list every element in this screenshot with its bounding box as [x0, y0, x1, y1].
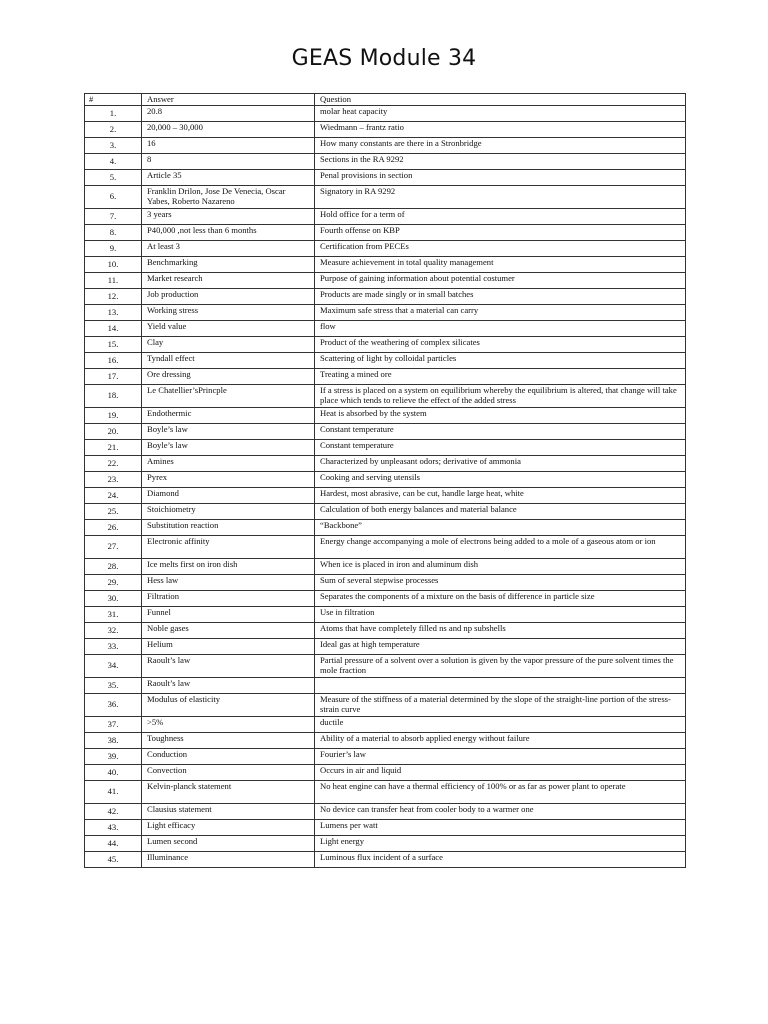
answer-question-table — [84, 93, 686, 868]
question-cell: Calculation of both energy balances and material balance — [315, 503, 686, 519]
table-row — [85, 535, 686, 558]
table-row — [85, 224, 686, 240]
question-cell: Constant temperature — [315, 423, 686, 439]
row-number: 9. — [85, 240, 142, 256]
answer-cell: 8 — [142, 153, 315, 169]
row-number: 17. — [85, 368, 142, 384]
answer-cell: Le Chatellier’sPrincple — [142, 384, 315, 407]
table-row — [85, 764, 686, 780]
answer-cell: Stoichiometry — [142, 503, 315, 519]
table-row — [85, 487, 686, 503]
table-row — [85, 185, 686, 208]
column-header-question: Question — [315, 94, 686, 106]
answer-cell: Amines — [142, 455, 315, 471]
answer-cell: Electronic affinity — [142, 535, 315, 558]
question-cell: Characterized by unpleasant odors; derivative of ammonia — [315, 455, 686, 471]
answer-cell: Raoult’s law — [142, 677, 315, 693]
row-number: 36. — [85, 693, 142, 716]
answer-cell: Substitution reaction — [142, 519, 315, 535]
row-number: 45. — [85, 851, 142, 867]
table-row — [85, 851, 686, 867]
answer-cell: At least 3 — [142, 240, 315, 256]
row-number: 10. — [85, 256, 142, 272]
row-number: 41. — [85, 780, 142, 803]
row-number: 26. — [85, 519, 142, 535]
answer-cell: Diamond — [142, 487, 315, 503]
column-header-answer: Answer — [142, 94, 315, 106]
answer-cell: Illuminance — [142, 851, 315, 867]
row-number: 8. — [85, 224, 142, 240]
question-cell: Light energy — [315, 835, 686, 851]
answer-cell: Clausius statement — [142, 803, 315, 819]
row-number: 1. — [85, 105, 142, 121]
answer-cell: Boyle’s law — [142, 423, 315, 439]
answer-cell: >5% — [142, 716, 315, 732]
row-number: 15. — [85, 336, 142, 352]
table-row — [85, 169, 686, 185]
question-cell: Fourth offense on KBP — [315, 224, 686, 240]
row-number: 5. — [85, 169, 142, 185]
question-cell: ductile — [315, 716, 686, 732]
table-row — [85, 803, 686, 819]
row-number: 2. — [85, 121, 142, 137]
table-row — [85, 423, 686, 439]
question-cell: If a stress is placed on a system on equilibrium whereby the equilibrium is altered, that change will take place which tends to relieve the effect of the added stress — [315, 384, 686, 407]
table-row — [85, 407, 686, 423]
table-row — [85, 256, 686, 272]
table-row — [85, 638, 686, 654]
row-number: 22. — [85, 455, 142, 471]
question-cell: Penal provisions in section — [315, 169, 686, 185]
row-number: 13. — [85, 304, 142, 320]
question-cell: Occurs in air and liquid — [315, 764, 686, 780]
answer-cell: Filtration — [142, 590, 315, 606]
table-row — [85, 748, 686, 764]
question-cell: Product of the weathering of complex silicates — [315, 336, 686, 352]
answer-cell: 16 — [142, 137, 315, 153]
row-number: 39. — [85, 748, 142, 764]
table-row — [85, 693, 686, 716]
answer-cell: Tyndall effect — [142, 352, 315, 368]
row-number: 30. — [85, 590, 142, 606]
answer-cell: Clay — [142, 336, 315, 352]
row-number: 44. — [85, 835, 142, 851]
table-row — [85, 654, 686, 677]
table-row — [85, 384, 686, 407]
table-row — [85, 288, 686, 304]
answer-cell: Modulus of elasticity — [142, 693, 315, 716]
row-number: 3. — [85, 137, 142, 153]
question-cell: Hardest, most abrasive, can be cut, handle large heat, white — [315, 487, 686, 503]
row-number: 16. — [85, 352, 142, 368]
answer-cell: Raoult’s law — [142, 654, 315, 677]
answer-cell: Endothermic — [142, 407, 315, 423]
table-row — [85, 732, 686, 748]
answer-cell: Hess law — [142, 574, 315, 590]
table-row — [85, 519, 686, 535]
answer-cell: Light efficacy — [142, 819, 315, 835]
row-number: 37. — [85, 716, 142, 732]
answer-cell: Funnel — [142, 606, 315, 622]
table-row — [85, 471, 686, 487]
answer-cell: Toughness — [142, 732, 315, 748]
question-cell: Heat is absorbed by the system — [315, 407, 686, 423]
row-number: 24. — [85, 487, 142, 503]
table-row — [85, 208, 686, 224]
row-number: 27. — [85, 535, 142, 558]
table-row — [85, 558, 686, 574]
row-number: 20. — [85, 423, 142, 439]
answer-cell: Helium — [142, 638, 315, 654]
row-number: 29. — [85, 574, 142, 590]
question-cell: Sum of several stepwise processes — [315, 574, 686, 590]
question-cell: Constant temperature — [315, 439, 686, 455]
answer-cell: Ore dressing — [142, 368, 315, 384]
answer-cell: Market research — [142, 272, 315, 288]
page-title: GEAS Module 34 — [291, 46, 477, 71]
row-number: 34. — [85, 654, 142, 677]
row-number: 7. — [85, 208, 142, 224]
row-number: 32. — [85, 622, 142, 638]
row-number: 12. — [85, 288, 142, 304]
answer-cell: Boyle’s law — [142, 439, 315, 455]
answer-cell: 20.8 — [142, 105, 315, 121]
table-row — [85, 272, 686, 288]
question-cell: Measure of the stiffness of a material determined by the slope of the straight-line portion of the stress-strain curve — [315, 693, 686, 716]
row-number: 25. — [85, 503, 142, 519]
row-number: 23. — [85, 471, 142, 487]
answer-cell: Ice melts first on iron dish — [142, 558, 315, 574]
answer-cell: Article 35 — [142, 169, 315, 185]
row-number: 28. — [85, 558, 142, 574]
question-cell: No heat engine can have a thermal efficiency of 100% or as far as power plant to operate — [315, 780, 686, 803]
row-number: 21. — [85, 439, 142, 455]
answer-cell: Franklin Drilon, Jose De Venecia, Oscar Yabes, Roberto Nazareno — [142, 185, 315, 208]
question-cell: Partial pressure of a solvent over a solution is given by the vapor pressure of the pure solvent times the mole fraction — [315, 654, 686, 677]
answer-cell: Kelvin-planck statement — [142, 780, 315, 803]
table-row — [85, 835, 686, 851]
table-row — [85, 240, 686, 256]
question-cell: flow — [315, 320, 686, 336]
question-cell: Measure achievement in total quality management — [315, 256, 686, 272]
table-row — [85, 622, 686, 638]
question-cell: How many constants are there in a Stronbridge — [315, 137, 686, 153]
question-cell: “Backbone” — [315, 519, 686, 535]
table-row — [85, 121, 686, 137]
question-cell: Sections in the RA 9292 — [315, 153, 686, 169]
table-row — [85, 716, 686, 732]
question-cell: Lumens per watt — [315, 819, 686, 835]
question-cell: Maximum safe stress that a material can carry — [315, 304, 686, 320]
answer-cell: Noble gases — [142, 622, 315, 638]
row-number: 33. — [85, 638, 142, 654]
answer-cell: Conduction — [142, 748, 315, 764]
table-row — [85, 574, 686, 590]
answer-cell: Convection — [142, 764, 315, 780]
table-row — [85, 368, 686, 384]
question-cell — [315, 677, 686, 693]
answer-cell: Benchmarking — [142, 256, 315, 272]
question-cell: Atoms that have completely filled ns and np subshells — [315, 622, 686, 638]
question-cell: Luminous flux incident of a surface — [315, 851, 686, 867]
question-cell: Hold office for a term of — [315, 208, 686, 224]
question-cell: Separates the components of a mixture on the basis of difference in particle size — [315, 590, 686, 606]
table-header-row — [85, 94, 686, 106]
table-row — [85, 304, 686, 320]
row-number: 14. — [85, 320, 142, 336]
question-cell: No device can transfer heat from cooler body to a warmer one — [315, 803, 686, 819]
answer-cell: P40,000 ,not less than 6 months — [142, 224, 315, 240]
question-cell: Energy change accompanying a mole of electrons being added to a mole of a gaseous atom or ion — [315, 535, 686, 558]
row-number: 11. — [85, 272, 142, 288]
table-row — [85, 677, 686, 693]
table-row — [85, 137, 686, 153]
question-cell: Ideal gas at high temperature — [315, 638, 686, 654]
row-number: 43. — [85, 819, 142, 835]
question-cell: Cooking and serving utensils — [315, 471, 686, 487]
question-cell: Signatory in RA 9292 — [315, 185, 686, 208]
answer-cell: 3 years — [142, 208, 315, 224]
answer-cell: 20,000 – 30,000 — [142, 121, 315, 137]
question-cell: Certification from PECEs — [315, 240, 686, 256]
answer-cell: Job production — [142, 288, 315, 304]
table-row — [85, 105, 686, 121]
column-header-number: # — [85, 94, 142, 106]
table-row — [85, 503, 686, 519]
table-row — [85, 780, 686, 803]
question-cell: When ice is placed in iron and aluminum dish — [315, 558, 686, 574]
question-cell: Wiedmann – frantz ratio — [315, 121, 686, 137]
row-number: 4. — [85, 153, 142, 169]
question-cell: Products are made singly or in small batches — [315, 288, 686, 304]
table-row — [85, 153, 686, 169]
table-row — [85, 455, 686, 471]
row-number: 19. — [85, 407, 142, 423]
row-number: 35. — [85, 677, 142, 693]
question-cell: Treating a mined ore — [315, 368, 686, 384]
row-number: 6. — [85, 185, 142, 208]
row-number: 18. — [85, 384, 142, 407]
answer-cell: Pyrex — [142, 471, 315, 487]
row-number: 38. — [85, 732, 142, 748]
answer-cell: Lumen second — [142, 835, 315, 851]
table-row — [85, 606, 686, 622]
row-number: 42. — [85, 803, 142, 819]
question-cell: molar heat capacity — [315, 105, 686, 121]
table-row — [85, 439, 686, 455]
answer-cell: Yield value — [142, 320, 315, 336]
question-cell: Purpose of gaining information about potential costumer — [315, 272, 686, 288]
row-number: 40. — [85, 764, 142, 780]
table-row — [85, 320, 686, 336]
table-row — [85, 590, 686, 606]
table-row — [85, 352, 686, 368]
answer-cell: Working stress — [142, 304, 315, 320]
table-row — [85, 336, 686, 352]
question-cell: Scattering of light by colloidal particles — [315, 352, 686, 368]
table-row — [85, 819, 686, 835]
row-number: 31. — [85, 606, 142, 622]
question-cell: Fourier’s law — [315, 748, 686, 764]
question-cell: Ability of a material to absorb applied energy without failure — [315, 732, 686, 748]
question-cell: Use in filtration — [315, 606, 686, 622]
